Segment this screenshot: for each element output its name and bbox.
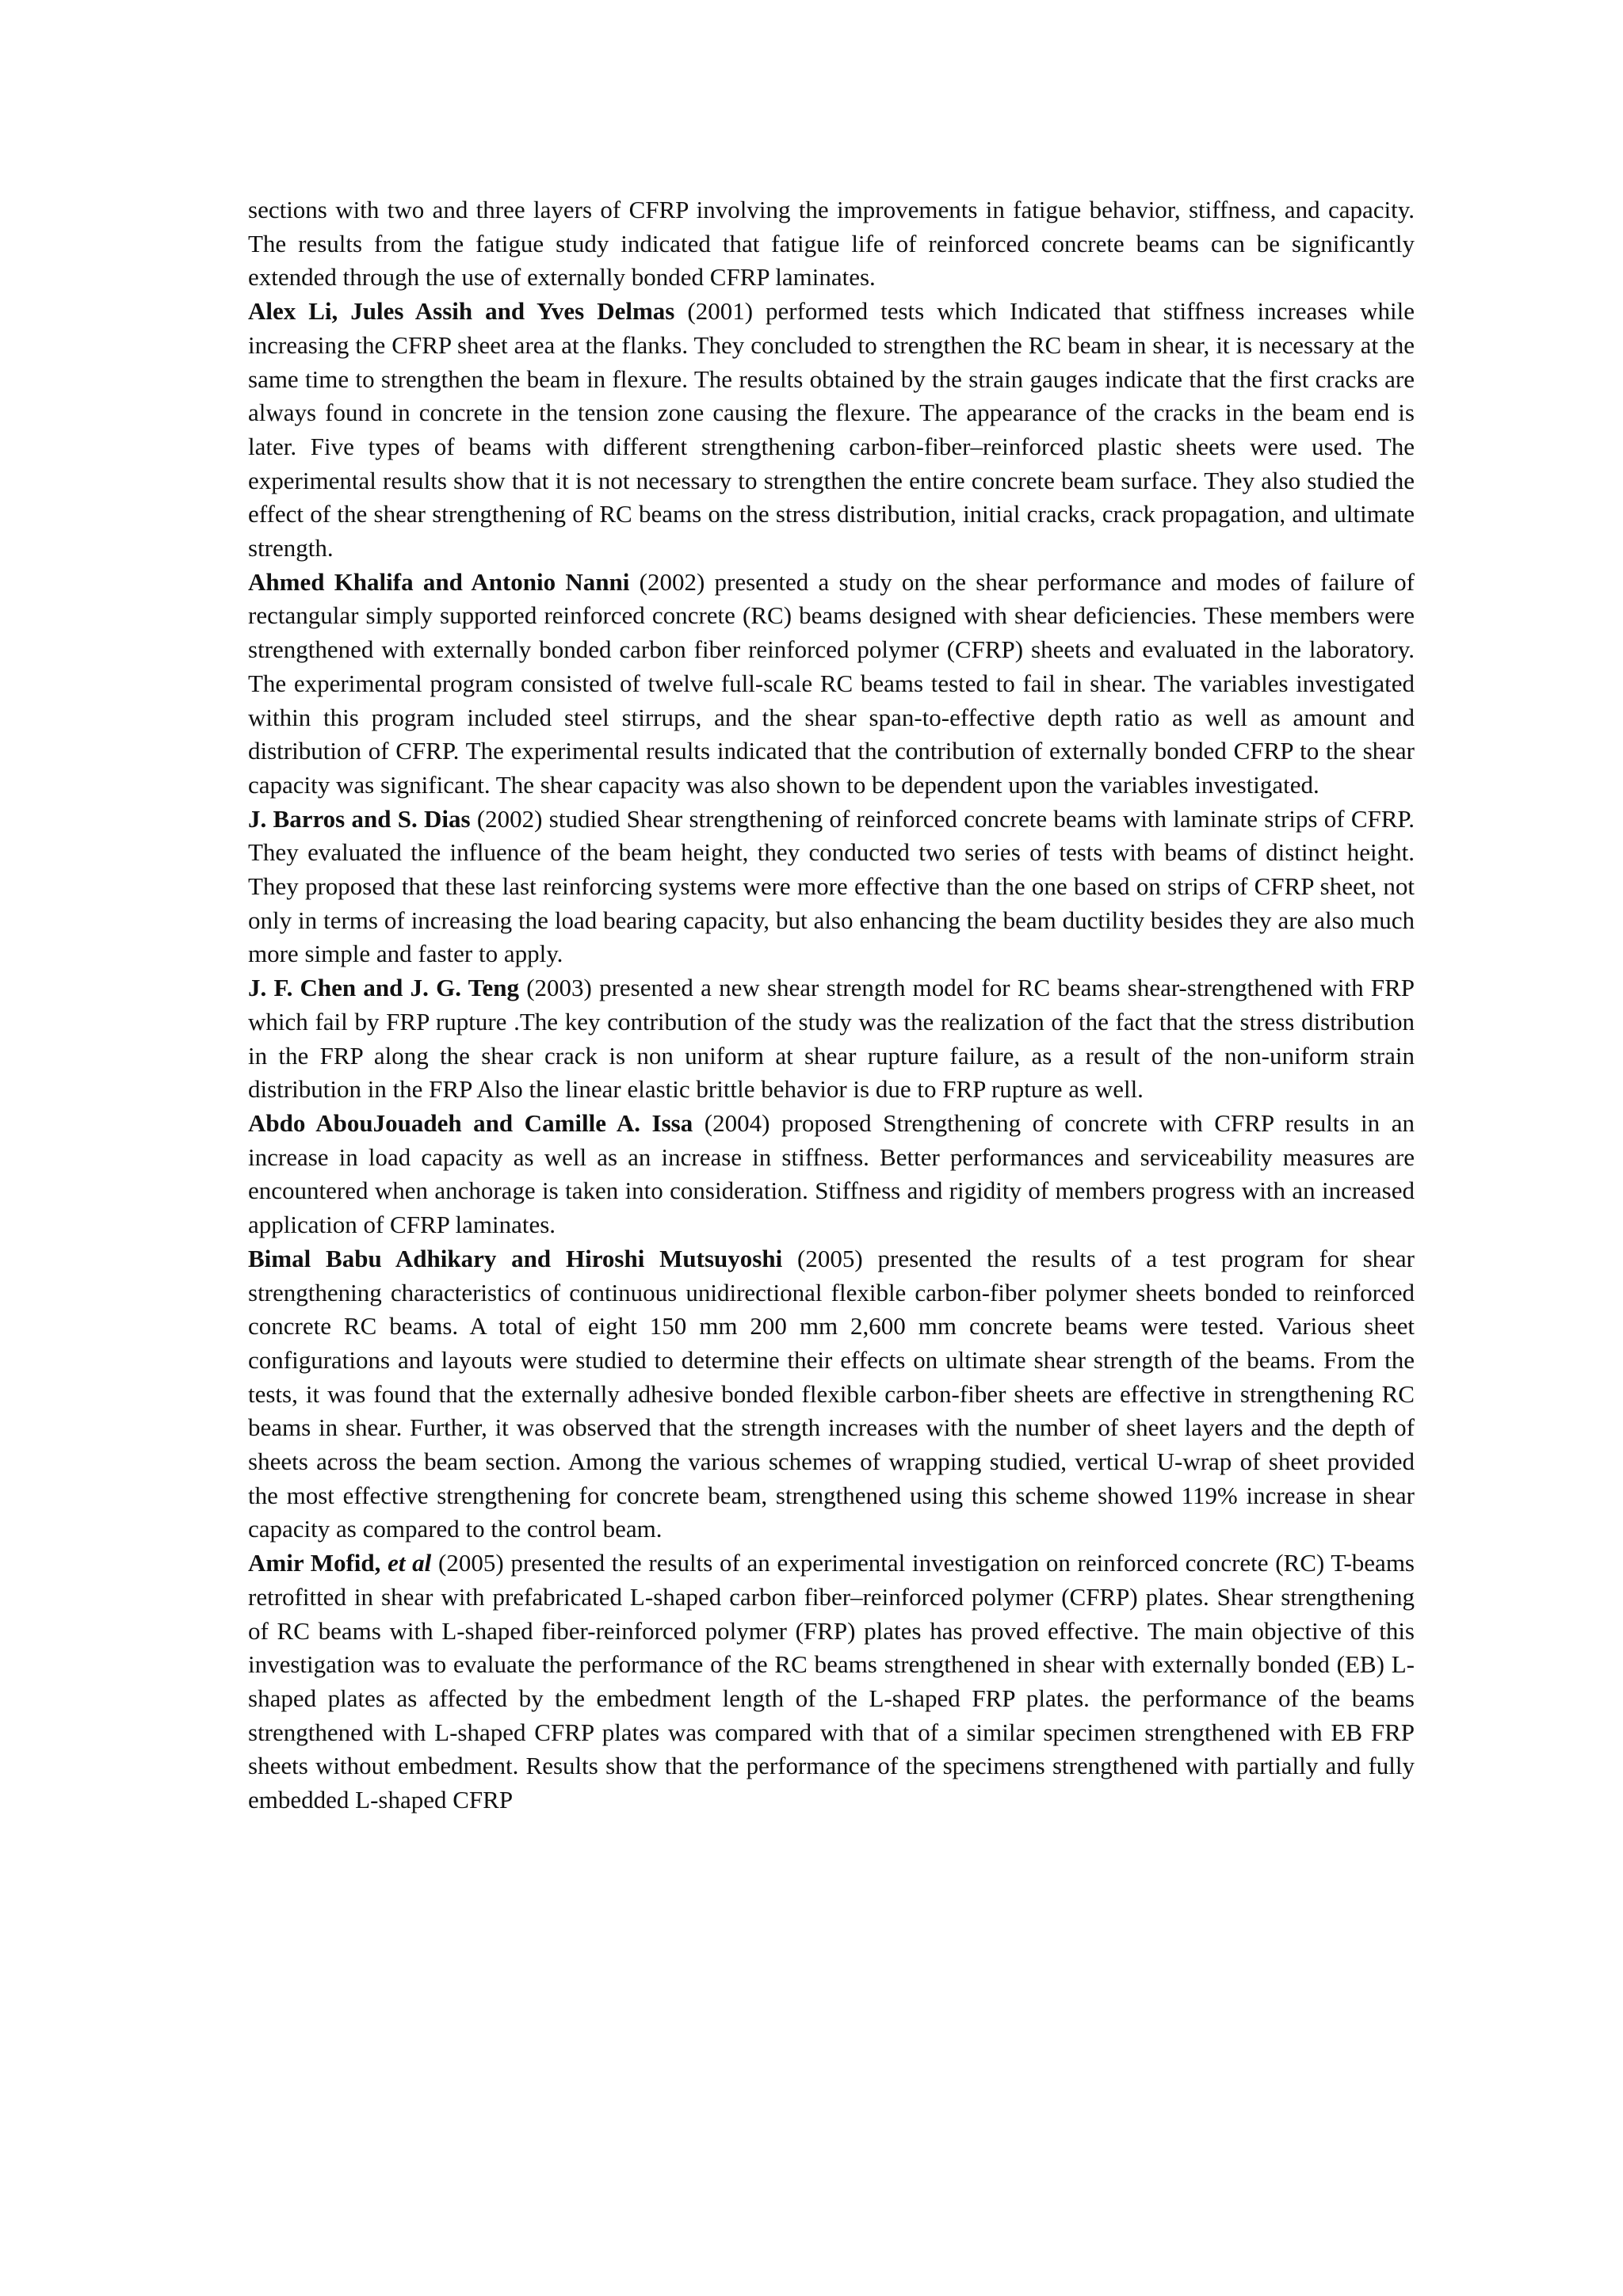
paragraph-fatigue-continuation bbox=[248, 193, 1415, 295]
paragraph-text: (2003) presented a new shear strength model for RC beams shear-strengthened with FRP which fail by FRP rupture .The key contribution of the study was the realization of the fact that the stress distribution in the FRP along the shear crack is non uniform at shear rupture failure, as a result of the non-uniform strain distribution in the FRP Also the linear elastic brittle behavior is due to FRP rupture as well. bbox=[248, 974, 1415, 1104]
paragraph-text: (2002) presented a study on the shear performance and modes of failure of rectangular simply supported reinforced concrete (RC) beams designed with shear deficiencies. These members were strengthened with externally bonded carbon fiber reinforced polymer (CFRP) sheets and evaluated in the laboratory. The experimental program consisted of twelve full-scale RC beams tested to fail in shear. The variables investigated within this program included steel stirrups, and the shear span-to-effective depth ratio as well as amount and distribution of CFRP. The experimental results indicated that the contribution of externally bonded CFRP to the shear capacity was significant. The shear capacity was also shown to be dependent upon the variables investigated. bbox=[248, 567, 1415, 799]
paragraph-text: sections with two and three layers of CFRP involving the improvements in fatigue behavior, stiffness, and capacity. The results from the fatigue study indicated that fatigue life of reinforced concrete beams can be significantly extended through the use of externally bonded CFRP laminates. bbox=[248, 196, 1415, 292]
paragraph-authors: Ahmed Khalifa and Antonio Nanni bbox=[248, 567, 630, 596]
paragraph-mofid-et-al bbox=[248, 1547, 1415, 1817]
paragraph-authors: Bimal Babu Adhikary and Hiroshi Mutsuyoshi bbox=[248, 1244, 783, 1272]
document-page bbox=[248, 193, 1415, 1817]
author-name: Amir Mofid, bbox=[248, 1549, 381, 1577]
paragraph-authors: J. Barros and S. Dias bbox=[248, 804, 471, 833]
et-al: et al bbox=[388, 1549, 432, 1577]
paragraph-authors: Abdo AbouJouadeh and Camille A. Issa bbox=[248, 1108, 693, 1137]
paragraph-khalifa-nanni bbox=[248, 566, 1415, 803]
paragraph-text: (2001) performed tests which Indicated that stiffness increases while increasing the CFRP sheet area at the flanks. They concluded to strengthen the RC beam in shear, it is necessary at the same time to strengthen the beam in flexure. The results obtained by the strain gauges indicate that the first cracks are always found in concrete in the tension zone causing the flexure. The appearance of the cracks in the beam end is later. Five types of beams with different strengthening carbon-fiber–reinforced plastic sheets were used. The experimental results show that it is not necessary to strengthen the entire concrete beam surface. They also studied the effect of the shear strengthening of RC beams on the stress distribution, initial cracks, crack propagation, and ultimate strength. bbox=[248, 297, 1415, 563]
paragraph-barros-dias bbox=[248, 803, 1415, 972]
paragraph-authors: J. F. Chen and J. G. Teng bbox=[248, 974, 519, 1002]
paragraph-adhikary-mutsuyoshi bbox=[248, 1242, 1415, 1547]
paragraph-authors bbox=[248, 1549, 431, 1577]
paragraph-text: (2005) presented the results of a test program for shear strengthening characteristics of continuous unidirectional flexible carbon-fiber polymer sheets bonded to reinforced concrete RC beams. A total of eight 150 mm 200 mm 2,600 mm concrete beams were tested. Various sheet configurations and layouts were studied to determine their effects on ultimate shear strength of the beams. From the tests, it was found that the externally adhesive bonded flexible carbon-fiber sheets are effective in strengthening RC beams in shear. Further, it was observed that the strength increases with the number of sheet layers and the depth of sheets across the beam section. Among the various schemes of wrapping studied, vertical U-wrap of sheet provided the most effective strengthening for concrete beam, strengthened using this scheme showed 119% increase in shear capacity as compared to the control beam. bbox=[248, 1244, 1415, 1543]
paragraph-authors: Alex Li, Jules Assih and Yves Delmas bbox=[248, 297, 675, 326]
paragraph-li-assih-delmas bbox=[248, 295, 1415, 566]
paragraph-aboujouadeh-issa bbox=[248, 1107, 1415, 1242]
paragraph-text: (2004) proposed Strengthening of concrete with CFRP results in an increase in load capacity as well as an increase in stiffness. Better performances and serviceability measures are encountered when anchorage is taken into consideration. Stiffness and rigidity of members progress with an increased application of CFRP laminates. bbox=[248, 1108, 1415, 1239]
paragraph-chen-teng bbox=[248, 971, 1415, 1107]
paragraph-text: (2002) studied Shear strengthening of reinforced concrete beams with laminate strips of CFRP. They evaluated the influence of the beam height, they conducted two series of tests with beams of distinct height. They proposed that these last reinforcing systems were more effective than the one based on strips of CFRP sheet, not only in terms of increasing the load bearing capacity, but also enhancing the beam ductility besides they are also much more simple and faster to apply. bbox=[248, 804, 1415, 968]
paragraph-text: (2005) presented the results of an experimental investigation on reinforced concrete (RC) T-beams retrofitted in shear with prefabricated L-shaped carbon fiber–reinforced polymer (CFRP) plates. Shear strengthening of RC beams with L-shaped fiber-reinforced polymer (FRP) plates has proved effective. The main objective of this investigation was to evaluate the performance of the RC beams strengthened in shear with externally bonded (EB) L-shaped plates as affected by the embedment length of the L-shaped FRP plates. the performance of the beams strengthened with L-shaped CFRP plates was compared with that of a similar specimen strengthened with EB FRP sheets without embedment. Results show that the performance of the specimens strengthened with partially and fully embedded L-shaped CFRP bbox=[248, 1549, 1415, 1814]
